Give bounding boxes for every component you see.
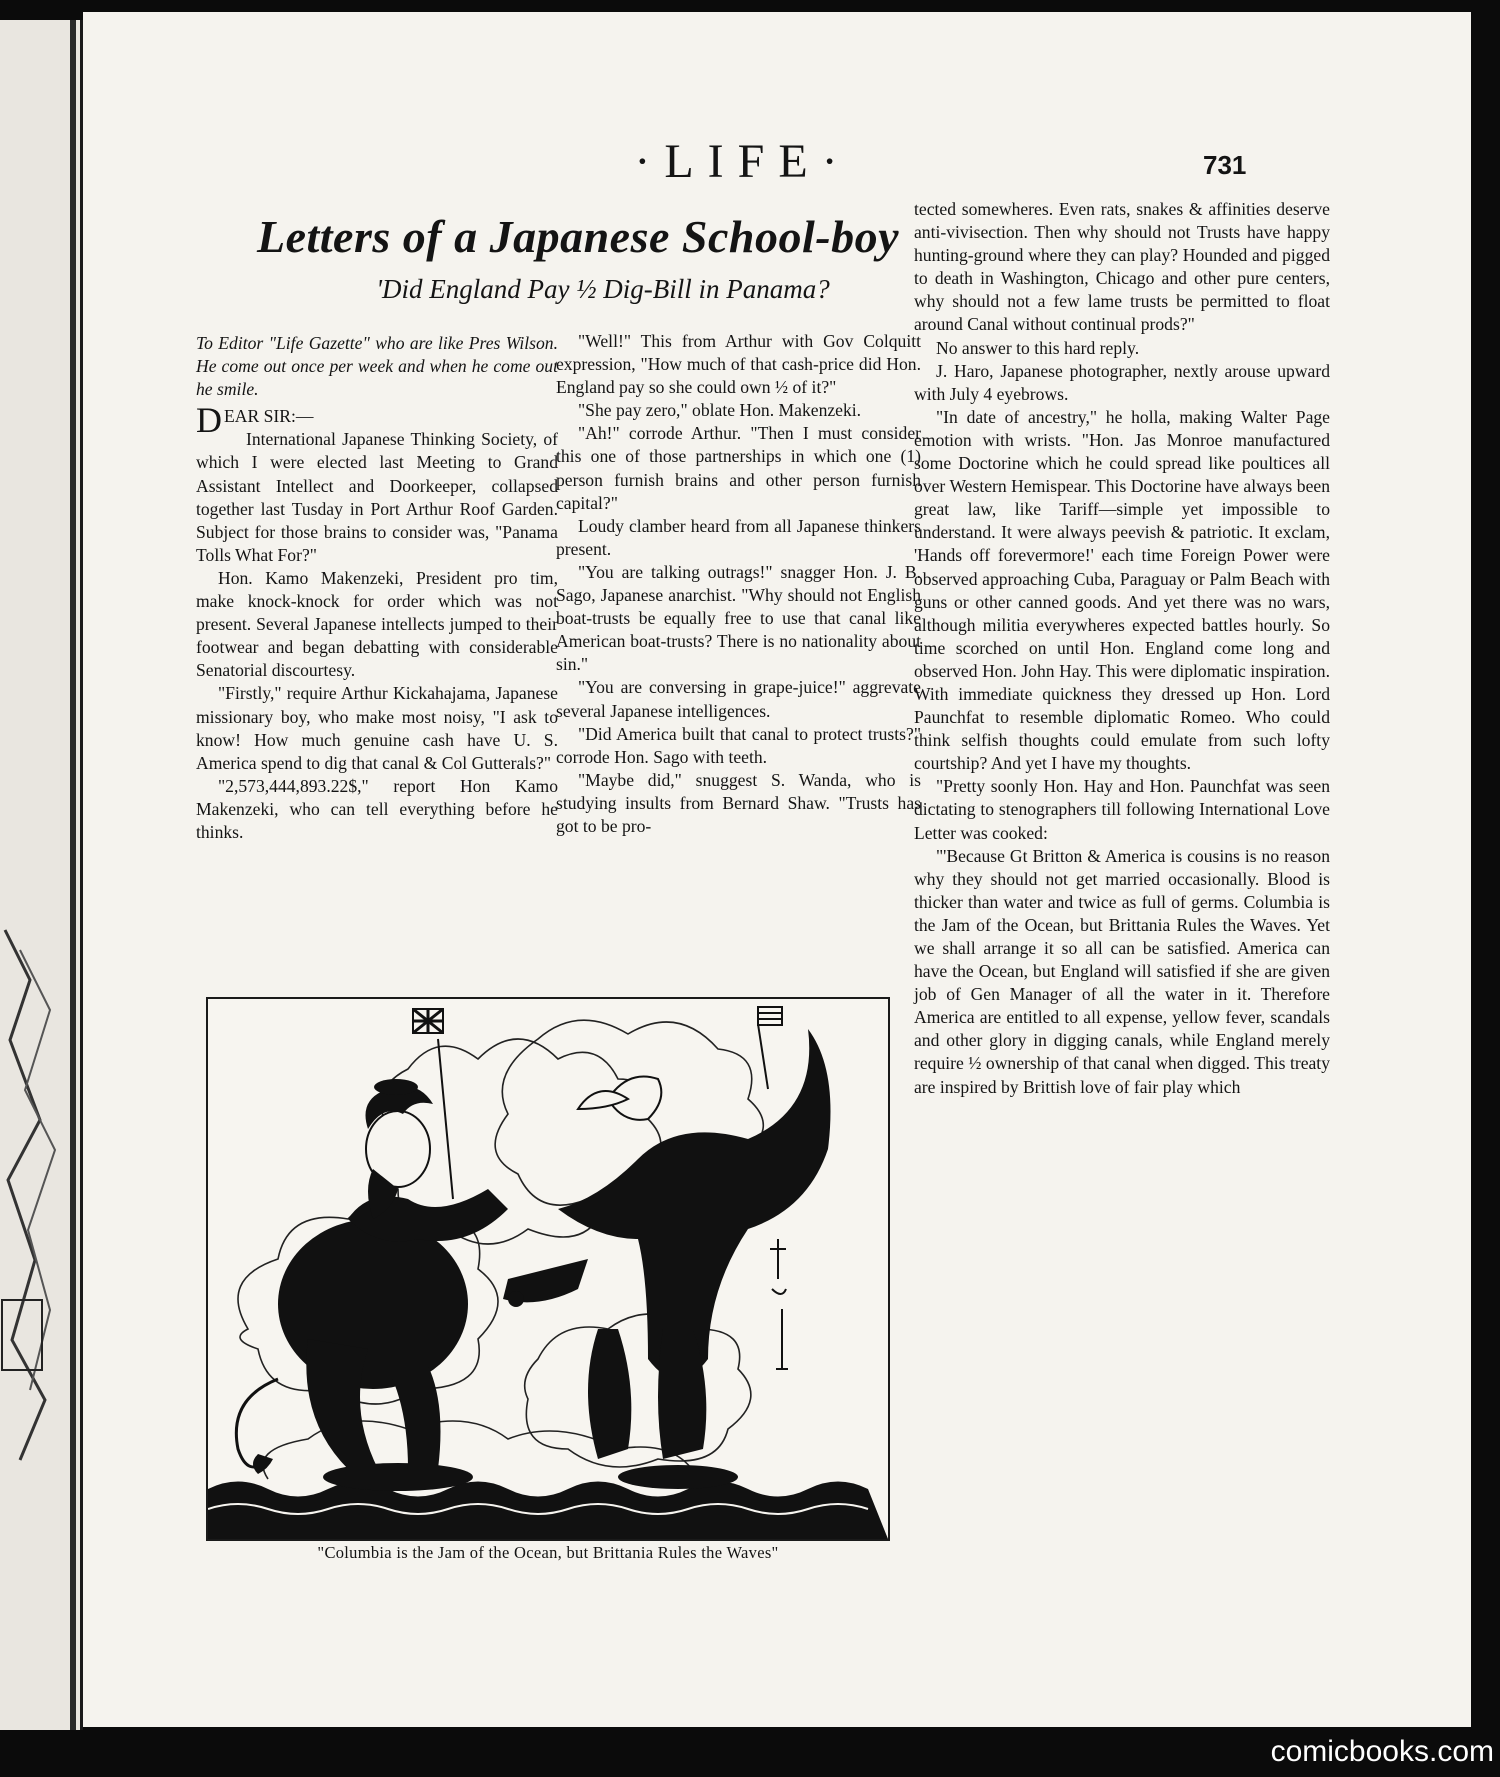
paragraph: Hon. Kamo Makenzeki, President pro tim, make knock-knock for order which was not present. Several Japanese intellects jumped to their footwear and began debatting with considerable Senatorial discourtesy. <box>196 567 558 681</box>
drop-cap: D <box>196 400 222 441</box>
paragraph: "'Because Gt Britton & America is cousins is no reason why they should not get married occasionally. Blood is thicker than water and twice as full of germs. Columbia is the Jam of the Ocean, but Brittania Rules the Waves. Yet we shall arrange it so all can be satisfied. America can have the Ocean, but England will satisfied if she are given job of Gen Manager of all the water in it. Therefore America are entitled to all expense, yellow fever, scandals and other glory in digging canals, while England merely require ½ ownership of that canal when digged. This treaty are inspired by Brittish love of fair play which <box>914 845 1330 1097</box>
salutation <box>196 400 558 441</box>
editor-note: To Editor "Life Gazette" who are like Pres Wilson. He come out once per week and when he come out he smile. <box>196 333 558 400</box>
magazine-page <box>83 12 1471 1727</box>
article-title: Letters of a Japanese School-boy <box>256 211 900 262</box>
paragraph: "Firstly," require Arthur Kickahajama, Japanese missionary boy, who make most noisy, "I ask to know! How much genuine cash have U. S. America spend to dig that canal & Col Gutterals?" <box>196 683 558 773</box>
paragraph: J. Haro, Japanese photographer, nextly arouse upward with July 4 eyebrows. <box>914 360 1330 404</box>
paragraph: tected somewheres. Even rats, snakes & affinities deserve anti-vivisection. Then why should not Trusts have happy hunting-ground where they can play? Hounded and pigged to death in Washington, Chicago and other pure centers, why should not a few lame trusts be permitted to float around Canal without continual prods?" <box>914 199 1330 335</box>
column-2 <box>556 330 921 838</box>
page-spine <box>70 20 76 1730</box>
paragraph: "You are conversing in grape-juice!" aggrevate several Japanese intelligences. <box>556 677 921 721</box>
paragraph: "You are talking outrags!" snagger Hon. J. B. Sago, Japanese anarchist. "Why should not English boat-trusts be equally free to use that canal like American boat-trusts? There is no nationality about sin." <box>556 561 921 675</box>
salutation-text: EAR SIR:— <box>224 406 314 427</box>
paragraph: No answer to this hard reply. <box>936 337 1140 358</box>
column-1 <box>196 332 558 844</box>
paragraph: "Did America built that canal to protect trusts?" corrode Hon. Sago with teeth. <box>556 723 921 767</box>
left-page-sketch <box>0 920 60 1480</box>
paragraph: "2,573,444,893.22$," report Hon Kamo Makenzeki, who can tell everything before he thinks. <box>196 775 558 842</box>
site-watermark: comicbooks.com <box>1270 1735 1494 1768</box>
illustration-caption: "Columbia is the Jam of the Ocean, but Brittania Rules the Waves" <box>317 1543 779 1562</box>
paragraph: "She pay zero," oblate Hon. Makenzeki. <box>578 400 862 421</box>
masthead: ·LIFE· <box>634 135 852 188</box>
paragraph: "Well!" This from Arthur with Gov Colquitt expression, "How much of that cash-price did Hon. England pay so she could own ½ of it?" <box>556 331 921 398</box>
article-subtitle: 'Did England Pay ½ Dig-Bill in Panama? <box>376 274 830 304</box>
left-page-edge <box>0 20 83 1730</box>
paragraph: Loudy clamber heard from all Japanese thinkers present. <box>556 515 921 559</box>
page-number: 731 <box>1203 150 1247 180</box>
paragraph: International Japanese Thinking Society, of which I were elected last Meeting to Grand Assistant Intellect and Doorkeeper, collapsed together last Tusday in Port Arthur Roof Garden. Subject for those brains to consider was, "Panama Tolls What For?" <box>196 429 558 565</box>
paragraph: "In date of ancestry," he holla, making Walter Page emotion with wrists. "Hon. Jas Monroe manufactured some Doctorine which he could spread like poultices all over Western Hemispear. This Doctorine have always been great law, like Tariff—simple yet impossible to understand. It were always peevish & patriotic. It exclam, 'Hands off forevermore!' each time Foreign Power were observed approaching Cuba, Paraguay or Palm Beach with guns or other canned goods. And yet there was no wars, although militia everywheres expected battles hourly. So time scorched on until Hon. England come long and observed Hon. John Hay. This were diplomatic inspiration. With immediate quickness they dressed up Hon. Lord Paunchfat to resemble diplomatic Romeo. Who could think selfish thoughts could emulate from such lofty courtship? And yet I have my thoughts. <box>914 406 1330 774</box>
paragraph: "Pretty soonly Hon. Hay and Hon. Paunchfat was seen dictating to stenographers till following International Love Letter was cooked: <box>914 776 1330 843</box>
paragraph: "Maybe did," snuggest S. Wanda, who is studying insults from Bernard Shaw. "Trusts has got to be pro- <box>556 769 921 836</box>
column-3 <box>914 198 1330 1099</box>
cartoon-illustration <box>206 997 890 1541</box>
paragraph: "Ah!" corrode Arthur. "Then I must consider this one of those partnerships in which one (1) person furnish brains and other person furnish capital?" <box>556 423 921 513</box>
cartoon-drawing <box>208 999 888 1539</box>
